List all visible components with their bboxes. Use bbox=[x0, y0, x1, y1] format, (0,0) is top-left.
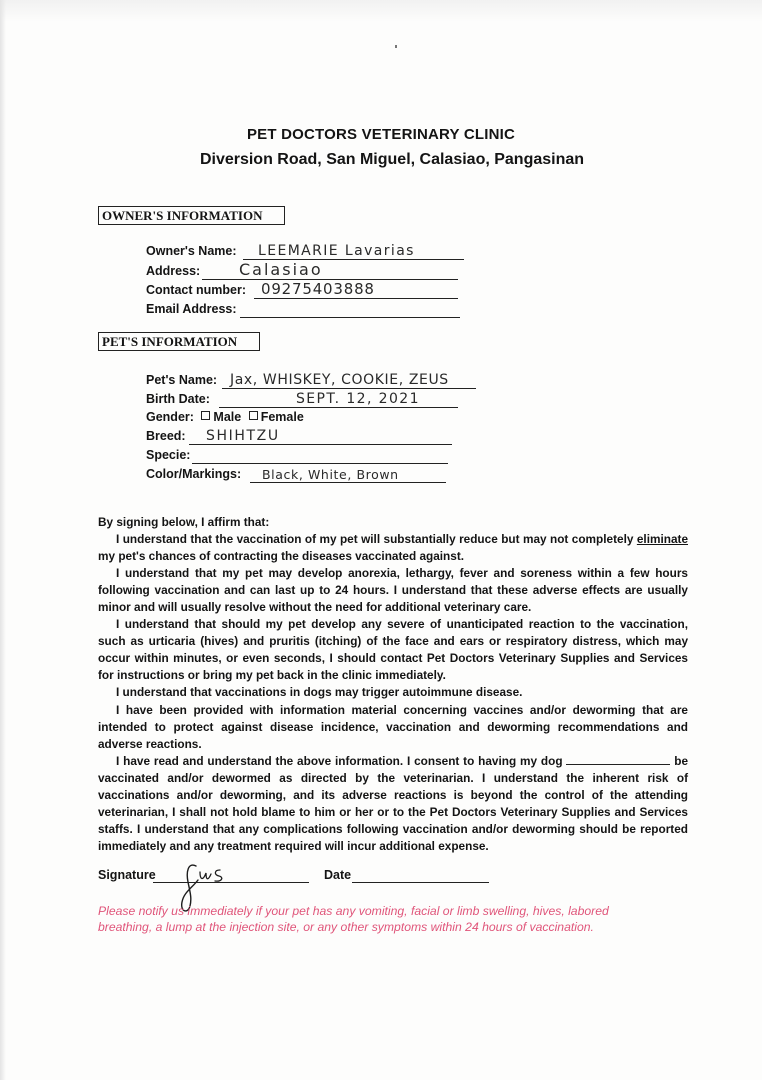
owner-address-label: Address: bbox=[146, 264, 201, 278]
pet-breed-label: Breed: bbox=[146, 429, 186, 443]
scan-speck bbox=[395, 45, 397, 48]
owner-contact-label: Contact number: bbox=[146, 283, 246, 297]
pet-name-field bbox=[146, 371, 476, 389]
female-checkbox[interactable] bbox=[249, 411, 258, 420]
pet-specie-field bbox=[146, 446, 448, 464]
owner-name-field bbox=[146, 242, 464, 260]
owner-contact-line[interactable] bbox=[254, 298, 458, 299]
affirmation-paragraph-3: I understand that should my pet develop any severe of unanticipated reaction to the vaccination, such as urticaria (hives) and pruritis (itching) of the face and ears or respiratory distress, which may occur within minutes, or even seconds, I should contact Pet Doctors Veterinary Supplies and Services for instructions or bring my pet back in the clinic immediately. bbox=[98, 617, 688, 683]
pet-name-value: Jax, WHISKEY, COOKIE, ZEUS bbox=[230, 372, 449, 388]
male-checkbox[interactable] bbox=[201, 411, 210, 420]
affirmation-p6-start: I have read and understand the above information. I consent to having my dog bbox=[116, 753, 567, 768]
pet-name-line[interactable] bbox=[222, 388, 476, 389]
owner-email-field bbox=[146, 300, 460, 318]
owner-section-title: OWNER'S INFORMATION bbox=[98, 206, 285, 225]
owner-address-field bbox=[146, 262, 458, 280]
pet-birth-date-line[interactable] bbox=[219, 407, 458, 408]
scan-shadow-top bbox=[0, 0, 762, 22]
pet-specie-label: Specie: bbox=[146, 448, 191, 462]
owner-name-label: Owner's Name: bbox=[146, 244, 237, 258]
clinic-name: PET DOCTORS VETERINARY CLINIC bbox=[246, 126, 516, 143]
pet-color-line[interactable] bbox=[250, 482, 446, 483]
pet-name-label: Pet's Name: bbox=[146, 373, 218, 387]
pet-breed-line[interactable] bbox=[189, 444, 452, 445]
owner-name-value: LEEMARIE Lavarias bbox=[258, 243, 415, 259]
affirmation-paragraph-2: I understand that my pet may develop anorexia, lethargy, fever and soreness within a few hours following vaccination and can last up to 24 hours. I understand that these adverse effects are usually minor and will usually resolve without the need for additional veterinary care. bbox=[98, 566, 688, 615]
affirmation-text bbox=[98, 514, 688, 855]
female-option-label: Female bbox=[260, 410, 304, 424]
vaccination-notice: Please notify us immediately if your pet has any vomiting, facial or limb swelling, hives, labored breathing, a lump at the injection site, or any other symptoms within 24 hours of vaccination. bbox=[98, 904, 609, 934]
owner-address-value: Calasiao bbox=[239, 260, 323, 279]
pet-breed-field bbox=[146, 427, 452, 445]
affirmation-p6-end: be vaccinated and/or dewormed as directed by the veterinarian. I understand the inherent risk of vaccinations and/or deworming, and its adverse reactions is beyond the control of the attending veterinarian, I shall not hold blame to him or her or to the Pet Doctors Veterinary Supplies and Services staffs. I understand that any complications following vaccination and/or deworming should be reported immediately and any treatment required will incur additional expense. bbox=[98, 753, 689, 853]
eliminate-emphasis: eliminate bbox=[636, 532, 688, 547]
pet-color-label: Color/Markings: bbox=[146, 467, 242, 481]
affirmation-paragraph-1 bbox=[98, 531, 688, 565]
affirmation-p1-end: my pet's chances of contracting the diseases vaccinated against. bbox=[98, 549, 465, 564]
affirmation-paragraph-6 bbox=[98, 753, 688, 855]
affirmation-intro: By signing below, I affirm that: bbox=[98, 515, 270, 529]
pet-gender-field bbox=[146, 410, 304, 424]
pet-gender-label: Gender: bbox=[146, 410, 194, 424]
male-option-label: Male bbox=[213, 410, 242, 424]
pet-color-value: Black, White, Brown bbox=[262, 467, 399, 482]
date-line[interactable] bbox=[352, 882, 489, 883]
affirmation-paragraph-4: I understand that vaccinations in dogs may trigger autoimmune disease. bbox=[116, 685, 523, 700]
affirmation-paragraph-5: I have been provided with information material concerning vaccines and/or deworming that are intended to protect against disease incidence, vaccination and deworming recommendations and adverse reactions. bbox=[98, 702, 688, 751]
pet-birth-date-label: Birth Date: bbox=[146, 392, 210, 406]
pet-birth-date-value: SEPT. 12, 2021 bbox=[296, 391, 420, 407]
owner-contact-value: 09275403888 bbox=[261, 280, 375, 298]
owner-email-line[interactable] bbox=[240, 317, 460, 318]
dog-name-blank[interactable] bbox=[566, 753, 670, 765]
owner-email-label: Email Address: bbox=[146, 302, 237, 316]
pet-section-title: PET'S INFORMATION bbox=[98, 332, 260, 351]
affirmation-p1-start: I understand that the vaccination of my pet will substantially reduce but may not completely bbox=[116, 532, 637, 547]
owner-contact-field bbox=[146, 281, 458, 299]
pet-birth-date-field bbox=[146, 390, 458, 408]
signature-label: Signature bbox=[98, 868, 156, 882]
pet-color-field bbox=[146, 465, 446, 483]
pet-breed-value: SHIHTZU bbox=[206, 428, 280, 444]
clinic-address: Diversion Road, San Miguel, Calasiao, Pangasinan bbox=[199, 151, 585, 168]
date-label: Date bbox=[324, 868, 352, 882]
pet-specie-line[interactable] bbox=[192, 463, 448, 464]
